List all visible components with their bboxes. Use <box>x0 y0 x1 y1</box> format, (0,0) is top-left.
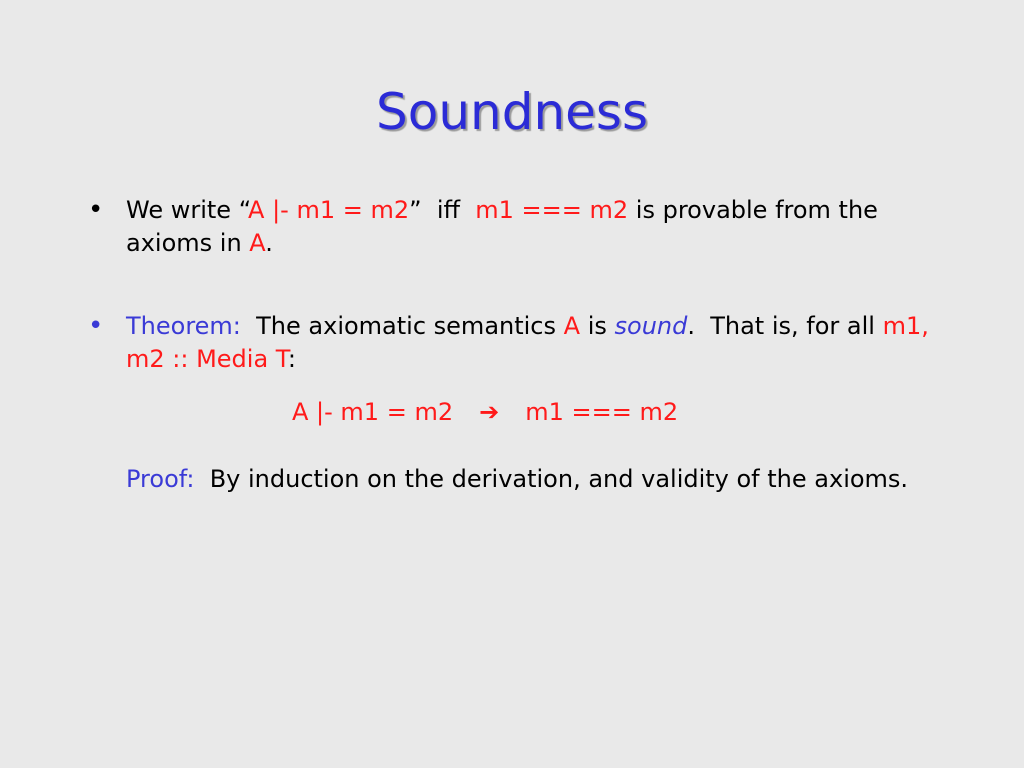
proof-paragraph <box>126 463 946 496</box>
theorem-text-a: The axiomatic semantics <box>240 312 564 340</box>
bullet-text-1 <box>126 194 946 260</box>
bullet-text-2 <box>126 310 946 376</box>
theorem-text-c: . That is, for all <box>687 312 883 340</box>
theorem-quantifier: m1, m2 :: Media T <box>126 312 929 373</box>
bullet1-axiom-set: A <box>249 229 266 257</box>
bullet-marker-2: • <box>88 311 104 341</box>
theorem-sound-word: sound <box>614 312 688 340</box>
formula-lhs: A |- m1 = m2 <box>292 398 454 426</box>
slide-title: Soundness <box>376 83 648 141</box>
soundness-formula <box>292 396 678 429</box>
proof-text: By induction on the derivation, and validity of the axioms. <box>194 465 909 493</box>
right-arrow-icon: ➔ <box>479 398 500 426</box>
theorem-label: Theorem: <box>126 312 241 340</box>
bullet1-judgment: A |- m1 = m2 <box>248 196 410 224</box>
theorem-semantics-name: A <box>563 312 581 340</box>
bullet1-text-a: We write “ <box>126 196 249 224</box>
theorem-colon: : <box>287 345 296 373</box>
bullet1-text-b: ” iff <box>409 196 476 224</box>
proof-label: Proof: <box>126 465 195 493</box>
bullet1-period: . <box>265 229 273 257</box>
bullet1-text-c: is provable from the axioms in <box>126 196 878 257</box>
formula-rhs: m1 === m2 <box>525 398 679 426</box>
bullet-marker-1: • <box>88 195 104 225</box>
theorem-text-b: is <box>580 312 615 340</box>
bullet1-equivalence: m1 === m2 <box>475 196 629 224</box>
